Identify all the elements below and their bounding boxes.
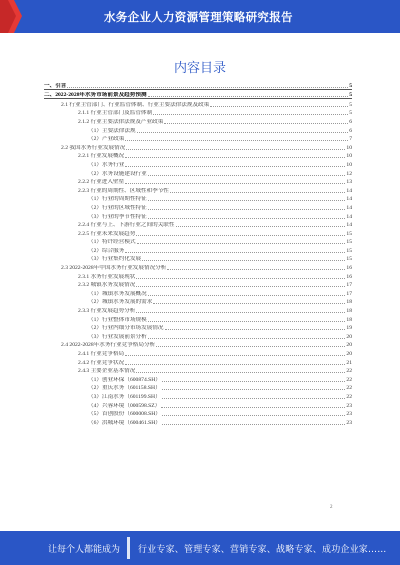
toc-leader-dots <box>136 234 345 236</box>
footer-divider <box>127 537 130 559</box>
toc-leader-dots <box>148 217 346 219</box>
toc-entry[interactable] <box>44 202 352 211</box>
toc-entry-label: （3）江南水务（601199.SH） <box>88 393 161 400</box>
toc-entry-label: 2.2.1 行业发展概况 <box>78 153 125 160</box>
toc-entry[interactable] <box>44 400 352 409</box>
toc-entry-label: （4）兴蓉环境（000598.SZ） <box>88 402 161 409</box>
toc-leader-dots <box>125 363 345 365</box>
toc-leader-dots <box>162 414 346 416</box>
toc-entry-label: （3）行业发展前景分析 <box>88 333 147 340</box>
toc-leader-dots <box>148 208 346 210</box>
toc-entry-label: 2.3.3 行业发展趋势分析 <box>78 308 136 315</box>
toc-leader-dots <box>148 95 349 97</box>
toc-entry-page: 6 <box>349 118 352 125</box>
corner-logo-icon <box>0 0 22 33</box>
toc-leader-dots <box>137 131 349 133</box>
toc-entry-page: 20 <box>346 351 352 357</box>
toc-entry[interactable] <box>44 90 352 100</box>
toc-entry-page: 20 <box>346 333 352 340</box>
toc-leader-dots <box>170 191 346 193</box>
toc-leader-dots <box>161 406 345 408</box>
toc-leader-dots <box>164 122 348 124</box>
toc-entry-label: 2.2.2 行业进入壁垒 <box>78 179 125 186</box>
toc-entry-label: （2）产业政策 <box>88 136 125 143</box>
toc-entry-label: 2.1.2 行业主要法律法规及产业政策 <box>78 118 164 125</box>
toc-leader-dots <box>126 148 345 150</box>
toc-entry-label: （2）重庆水务（601158.SH） <box>88 385 161 392</box>
toc-entry-label: 2.3.1 水务行业发展现状 <box>78 273 136 280</box>
toc-entry-label: 2.2.4 行业与上、下游行业之间的关联性 <box>78 222 175 229</box>
toc-entry-label: 2.4.2 行业竞争状况 <box>78 359 125 366</box>
toc-entry[interactable] <box>44 280 352 289</box>
toc-leader-dots <box>167 268 345 270</box>
toc-entry-page: 14 <box>346 196 352 203</box>
toc-entry-label: 2.4 2022-2028年水务行业竞争格局分析 <box>61 342 156 349</box>
toc-leader-dots <box>153 113 348 115</box>
toc-leader-dots <box>142 259 345 261</box>
toc-entry[interactable] <box>44 374 352 383</box>
toc-entry[interactable] <box>44 151 352 160</box>
toc-leader-dots <box>153 302 345 304</box>
toc-entry-page: 22 <box>346 376 352 383</box>
toc-leader-dots <box>162 380 346 382</box>
toc-entry[interactable] <box>44 409 352 418</box>
toc-leader-dots <box>136 277 345 279</box>
toc-entry[interactable] <box>44 99 352 108</box>
toc-entry-page: 14 <box>346 204 352 211</box>
toc-leader-dots <box>162 423 346 425</box>
toc-entry-page: 10 <box>346 153 352 160</box>
toc-entry[interactable] <box>44 288 352 297</box>
toc-entry-page: 18 <box>346 299 352 306</box>
toc-leader-dots <box>148 294 346 296</box>
toc-entry-label: （2）综合服务 <box>88 247 125 254</box>
toc-leader-dots <box>136 371 345 373</box>
toc-entry[interactable] <box>44 80 352 90</box>
toc-entry[interactable] <box>44 357 352 366</box>
toc-entry[interactable] <box>44 417 352 426</box>
toc-entry-page: 5 <box>349 92 352 99</box>
toc-entry-label: 2.3.2 城镇水务发展情况 <box>78 282 136 289</box>
toc-entry[interactable] <box>44 254 352 263</box>
toc-entry[interactable] <box>44 323 352 332</box>
toc-entry-page: 5 <box>349 101 352 108</box>
toc-entry-page: 17 <box>346 282 352 289</box>
toc-entry-label: （1）创业环保（600874.SH） <box>88 376 161 383</box>
toc-leader-dots <box>176 225 346 227</box>
toc-leader-dots <box>210 105 348 107</box>
toc-entry-label: 2.2.3 行业的周期性、区域性和季节性 <box>78 187 169 194</box>
toc-entry-label: （1）城镇水务发展概况 <box>88 290 147 297</box>
toc-entry-page: 15 <box>346 230 352 237</box>
toc-leader-dots <box>136 311 345 313</box>
toc-entry-page: 14 <box>346 187 352 194</box>
toc-leader-dots <box>125 182 345 184</box>
toc-entry[interactable] <box>44 391 352 400</box>
toc-entry-label: （5）首创股份（600008.SH） <box>88 411 161 418</box>
toc-entry[interactable] <box>44 220 352 229</box>
toc-entry-label: 2.2.5 行业未来发展趋势 <box>78 230 136 237</box>
toc-leader-dots <box>136 285 345 287</box>
page-footer <box>0 531 400 565</box>
page-number: 2 <box>330 505 333 510</box>
toc-heading: 内容目录 <box>173 61 226 76</box>
table-of-contents <box>44 80 352 426</box>
toc-entry-label: 2.1.1 行业主管部门及监管体制 <box>78 110 153 117</box>
toc-entry-label: 二、2022-2028年水务市场前景及趋势预测 <box>44 92 147 99</box>
toc-entry-page: 22 <box>346 368 352 375</box>
toc-entry[interactable] <box>44 383 352 392</box>
toc-entry[interactable] <box>44 125 352 134</box>
toc-entry-page: 5 <box>349 82 352 89</box>
toc-entry-page: 17 <box>346 290 352 297</box>
toc-leader-dots <box>148 320 346 322</box>
footer-tagline: 行业专家、管理专家、营销专家、战略专家、成功企业家…… <box>138 545 387 555</box>
toc-entry-page: 18 <box>346 316 352 323</box>
toc-entry[interactable] <box>44 297 352 306</box>
toc-entry-label: （6）洪城环境（600461.SH） <box>88 419 161 426</box>
toc-entry-label: （2）行业内细分市场发展情况 <box>88 325 164 332</box>
toc-entry-page: 14 <box>346 213 352 220</box>
toc-entry-page: 15 <box>346 256 352 263</box>
toc-entry-page: 16 <box>346 265 352 272</box>
toc-entry-label: 2.4.1 行业竞争格局 <box>78 351 125 357</box>
toc-entry[interactable] <box>44 228 352 237</box>
toc-entry-page: 22 <box>346 385 352 392</box>
toc-leader-dots <box>125 139 348 141</box>
toc-entry[interactable] <box>44 134 352 143</box>
toc-entry[interactable] <box>44 142 352 151</box>
toc-leader-dots <box>156 345 345 347</box>
toc-leader-dots <box>148 174 346 176</box>
toc-entry[interactable] <box>44 185 352 194</box>
toc-entry-page: 22 <box>346 393 352 400</box>
page-header <box>0 0 400 33</box>
toc-entry-page: 10 <box>346 161 352 168</box>
toc-entry-page: 15 <box>346 247 352 254</box>
toc-entry-page: 23 <box>346 419 352 426</box>
toc-entry-page: 15 <box>346 239 352 246</box>
toc-entry-label: 2.2 我国水务行业发展情况 <box>61 144 126 151</box>
toc-entry-page: 12 <box>346 170 352 177</box>
toc-entry-page: 10 <box>346 144 352 151</box>
toc-entry[interactable] <box>44 237 352 246</box>
toc-entry[interactable] <box>44 245 352 254</box>
toc-leader-dots <box>162 397 346 399</box>
toc-entry-page: 23 <box>346 402 352 409</box>
toc-leader-dots <box>148 199 346 201</box>
toc-entry-label: （3）行业集约化发展 <box>88 256 142 263</box>
toc-entry[interactable] <box>44 108 352 117</box>
toc-entry-label: （1）行业整体市场规模 <box>88 316 147 323</box>
toc-entry-label: （1）水务行业 <box>88 161 125 168</box>
toc-leader-dots <box>125 354 345 356</box>
toc-entry-page: 14 <box>346 222 352 229</box>
toc-entry[interactable] <box>44 340 352 349</box>
toc-entry[interactable] <box>44 168 352 177</box>
toc-entry-page: 21 <box>346 359 352 366</box>
toc-entry-label: 2.3 2022-2028年中国水务行业发展情况分析 <box>61 265 167 272</box>
toc-entry[interactable] <box>44 366 352 375</box>
toc-leader-dots <box>162 388 346 390</box>
toc-entry[interactable] <box>44 211 352 220</box>
toc-entry[interactable] <box>44 159 352 168</box>
toc-entry-label: （2）城镇水务发展的需求 <box>88 299 153 306</box>
toc-entry-label: 一、引言 <box>44 82 67 89</box>
toc-entry-label: （3）行业的季节性特征 <box>88 213 147 220</box>
toc-leader-dots <box>125 156 345 158</box>
toc-entry-page: 6 <box>349 127 352 134</box>
toc-entry-page: 7 <box>349 136 352 143</box>
toc-entry-label: 2.1 行业主管部门、行业监管体制、行业主要法律法规及政策 <box>61 101 210 108</box>
toc-entry[interactable] <box>44 177 352 186</box>
toc-entry[interactable] <box>44 305 352 314</box>
toc-entry-label: （1）行业的周期性特征 <box>88 196 147 203</box>
toc-entry-page: 19 <box>346 325 352 332</box>
toc-leader-dots <box>125 251 345 253</box>
toc-entry[interactable] <box>44 348 352 357</box>
toc-entry-label: （1）特许经营模式 <box>88 239 136 246</box>
toc-entry[interactable] <box>44 314 352 323</box>
toc-entry-page: 13 <box>346 179 352 186</box>
toc-entry-page: 23 <box>346 411 352 418</box>
toc-entry[interactable] <box>44 116 352 125</box>
toc-entry-label: （1）主要法律法规 <box>88 127 136 134</box>
toc-entry-label: （2）行业的区域性特征 <box>88 204 147 211</box>
toc-leader-dots <box>67 86 348 88</box>
toc-entry-page: 16 <box>346 273 352 280</box>
toc-entry-label: 2.4.3 主要企业基本情况 <box>78 368 136 375</box>
toc-entry[interactable] <box>44 262 352 271</box>
toc-entry[interactable] <box>44 194 352 203</box>
toc-entry-page: 18 <box>346 308 352 315</box>
toc-entry[interactable] <box>44 331 352 340</box>
toc-leader-dots <box>137 242 346 244</box>
toc-entry[interactable] <box>44 271 352 280</box>
toc-entry-page: 5 <box>349 110 352 117</box>
report-title: 水务企业人力资源管理策略研究报告 <box>104 12 293 24</box>
footer-slogan: 让每个人都能成为 <box>48 545 121 555</box>
toc-entry-label: （2）水务设施建设行业 <box>88 170 147 177</box>
toc-leader-dots <box>165 328 346 330</box>
toc-leader-dots <box>148 337 346 339</box>
toc-leader-dots <box>125 165 345 167</box>
toc-entry-page: 20 <box>346 342 352 349</box>
